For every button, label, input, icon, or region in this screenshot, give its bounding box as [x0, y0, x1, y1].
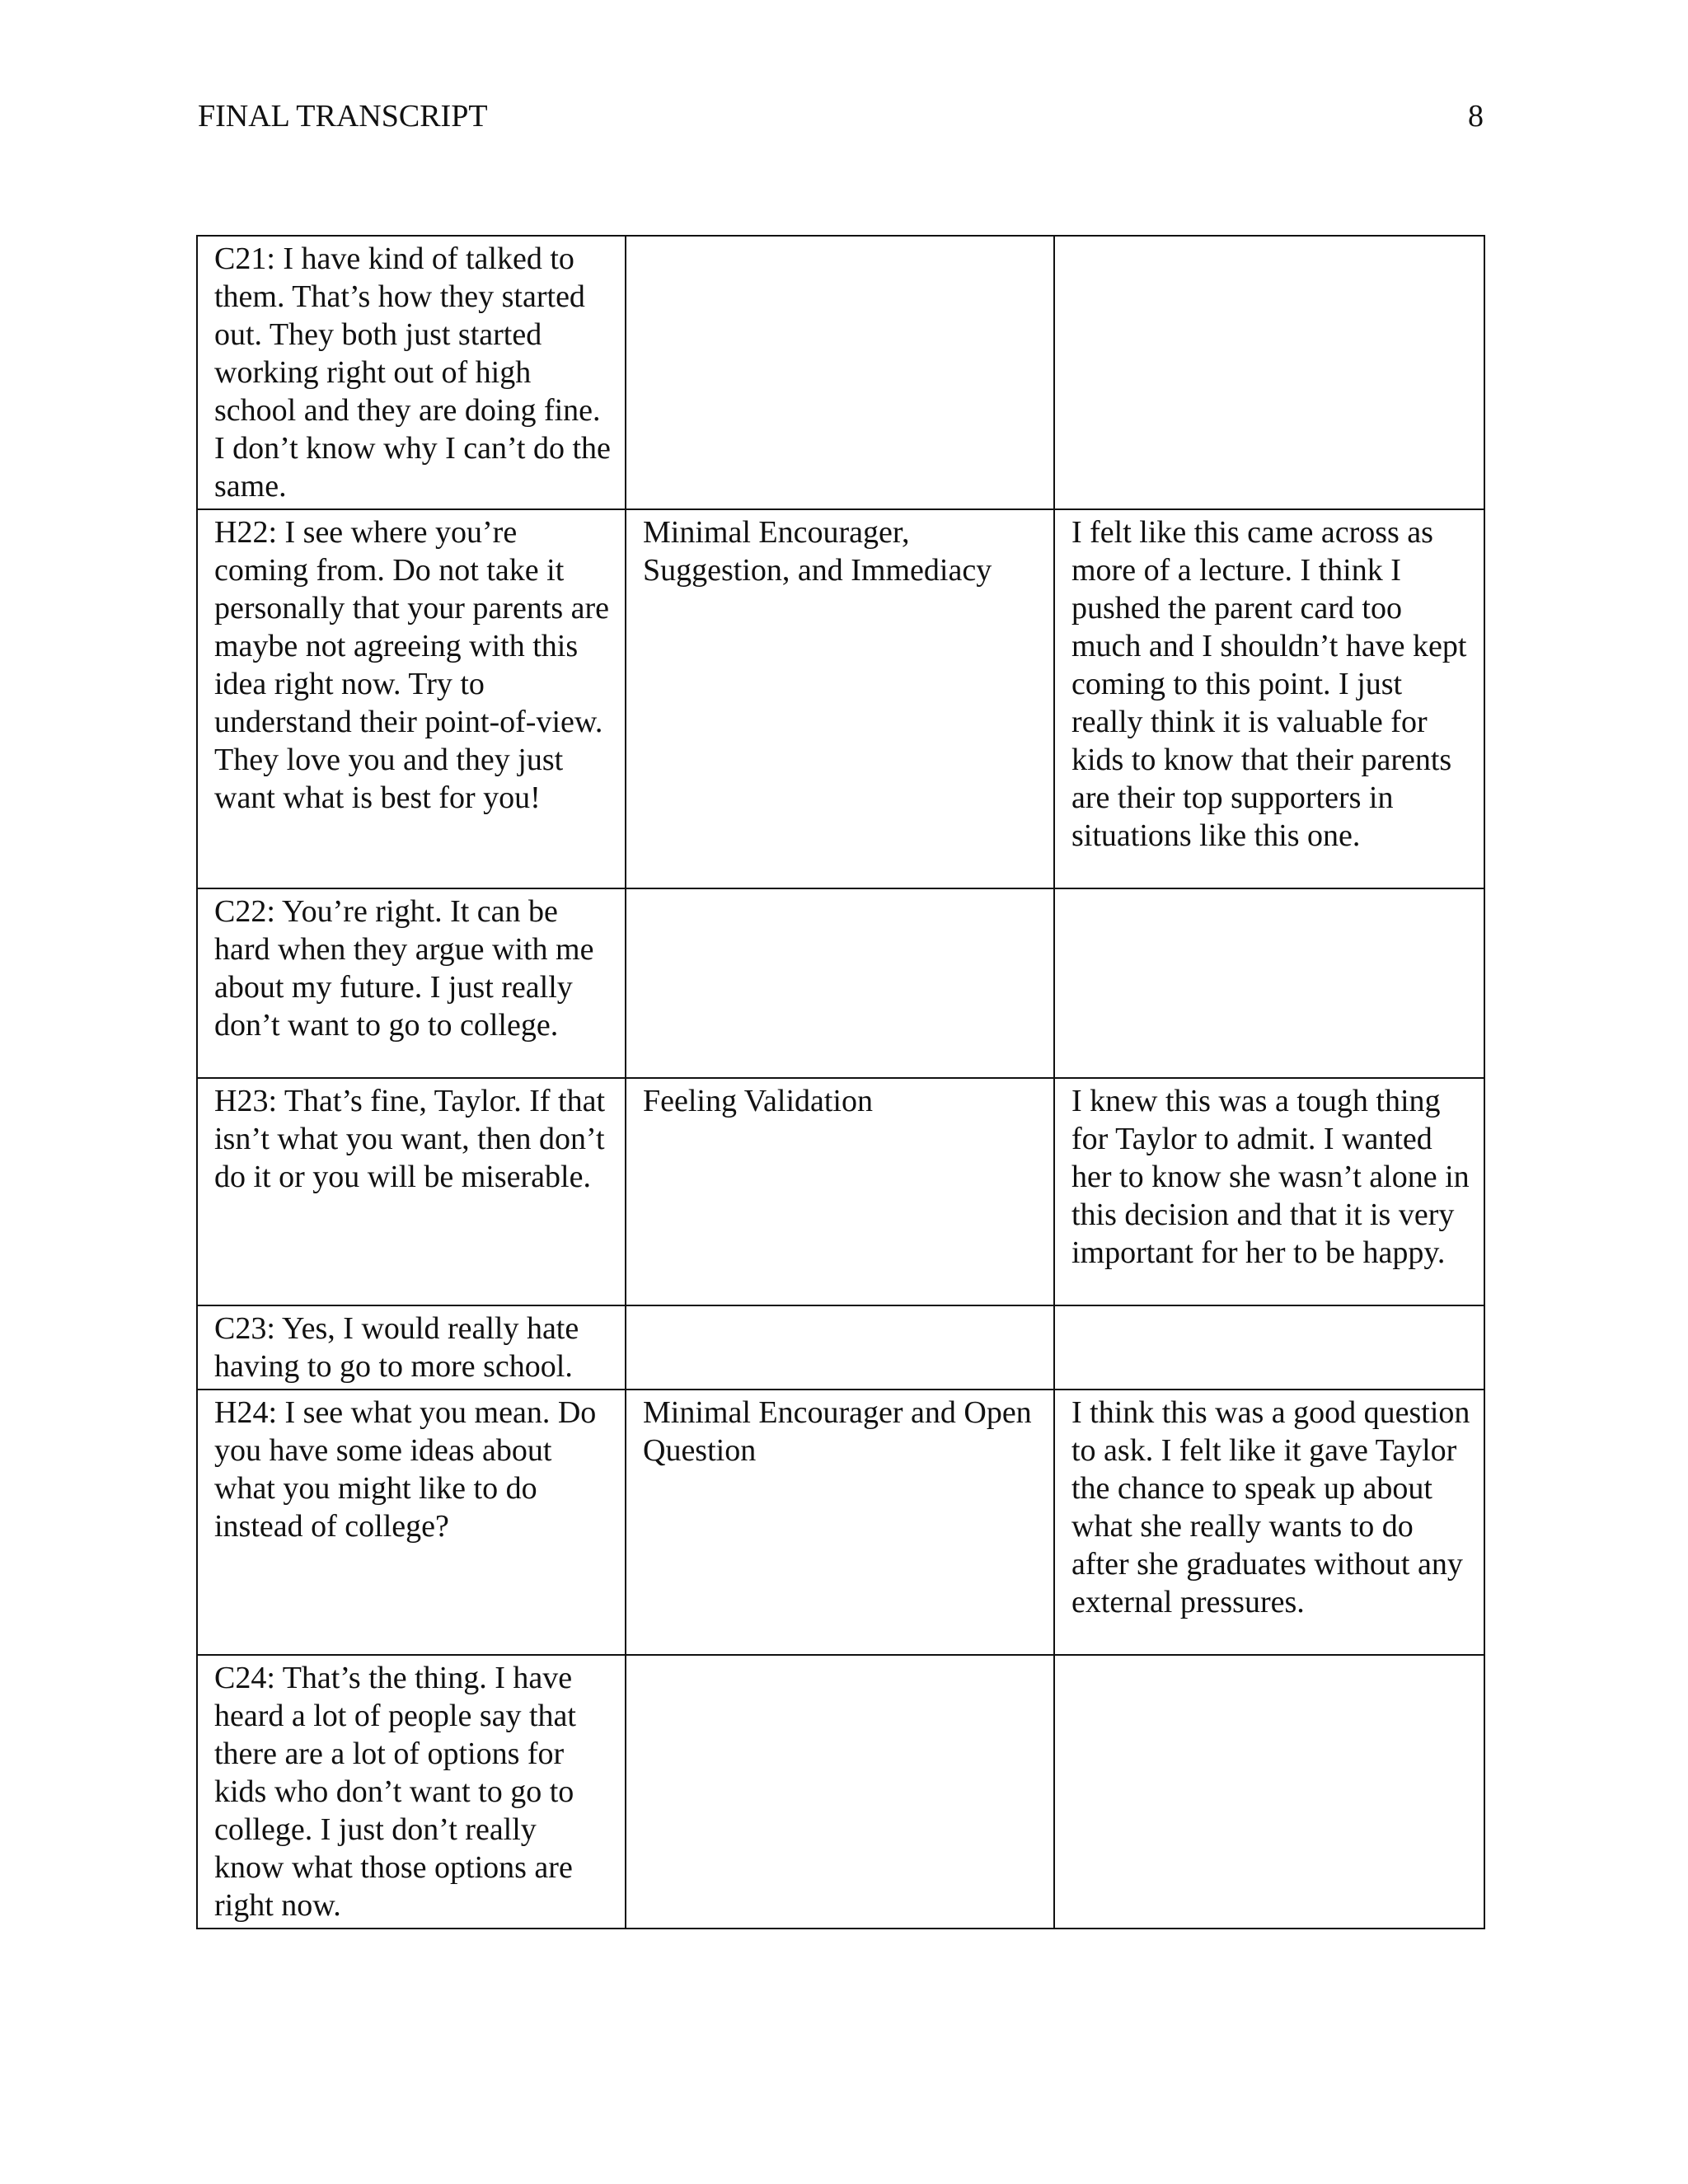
dialogue-cell: H23: That’s fine, Taylor. If that isn’t what you want, then don’t do it or you will be miserable.: [197, 1078, 626, 1305]
dialogue-cell: H24: I see what you mean. Do you have some ideas about what you might like to do instead of college?: [197, 1390, 626, 1655]
running-head: FINAL TRANSCRIPT: [198, 99, 488, 134]
reflection-cell: [1054, 1655, 1484, 1929]
table-row: [197, 1655, 1484, 1929]
transcript-table: [196, 235, 1485, 1929]
reflection-cell: [1054, 1305, 1484, 1390]
dialogue-cell: C23: Yes, I would really hate having to go to more school.: [197, 1305, 626, 1390]
skill-cell: [626, 1305, 1054, 1390]
page-number: 8: [1468, 99, 1484, 134]
reflection-cell: [1054, 888, 1484, 1078]
table-row: [197, 1390, 1484, 1655]
dialogue-cell: H22: I see where you’re coming from. Do not take it personally that your parents are maybe not agreeing with this idea right now. Try to understand their point-of-view. They love you and they just want what is best for you!: [197, 509, 626, 888]
skill-cell: Minimal Encourager, Suggestion, and Immediacy: [626, 509, 1054, 888]
reflection-cell: I felt like this came across as more of a lecture. I think I pushed the parent card too much and I shouldn’t have kept coming to this point. I just really think it is valuable for kids to know that their parents are their top supporters in situations like this one.: [1054, 509, 1484, 888]
skill-cell: Feeling Validation: [626, 1078, 1054, 1305]
table-row: [197, 1078, 1484, 1305]
skill-cell: [626, 236, 1054, 509]
dialogue-cell: C21: I have kind of talked to them. That’s how they started out. They both just started working right out of high school and they are doing fine. I don’t know why I can’t do the same.: [197, 236, 626, 509]
skill-cell: [626, 1655, 1054, 1929]
skill-cell: [626, 888, 1054, 1078]
dialogue-cell: C22: You’re right. It can be hard when they argue with me about my future. I just really don’t want to go to college.: [197, 888, 626, 1078]
reflection-cell: I knew this was a tough thing for Taylor to admit. I wanted her to know she wasn’t alone in this decision and that it is very important for her to be happy.: [1054, 1078, 1484, 1305]
reflection-cell: [1054, 236, 1484, 509]
table-row: [197, 1305, 1484, 1390]
skill-cell: Minimal Encourager and Open Question: [626, 1390, 1054, 1655]
table-row: [197, 509, 1484, 888]
reflection-cell: I think this was a good question to ask. I felt like it gave Taylor the chance to speak up about what she really wants to do after she graduates without any external pressures.: [1054, 1390, 1484, 1655]
table-row: [197, 888, 1484, 1078]
dialogue-cell: C24: That’s the thing. I have heard a lot of people say that there are a lot of options for kids who don’t want to go to college. I just don’t really know what those options are right now.: [197, 1655, 626, 1929]
table-row: [197, 236, 1484, 509]
